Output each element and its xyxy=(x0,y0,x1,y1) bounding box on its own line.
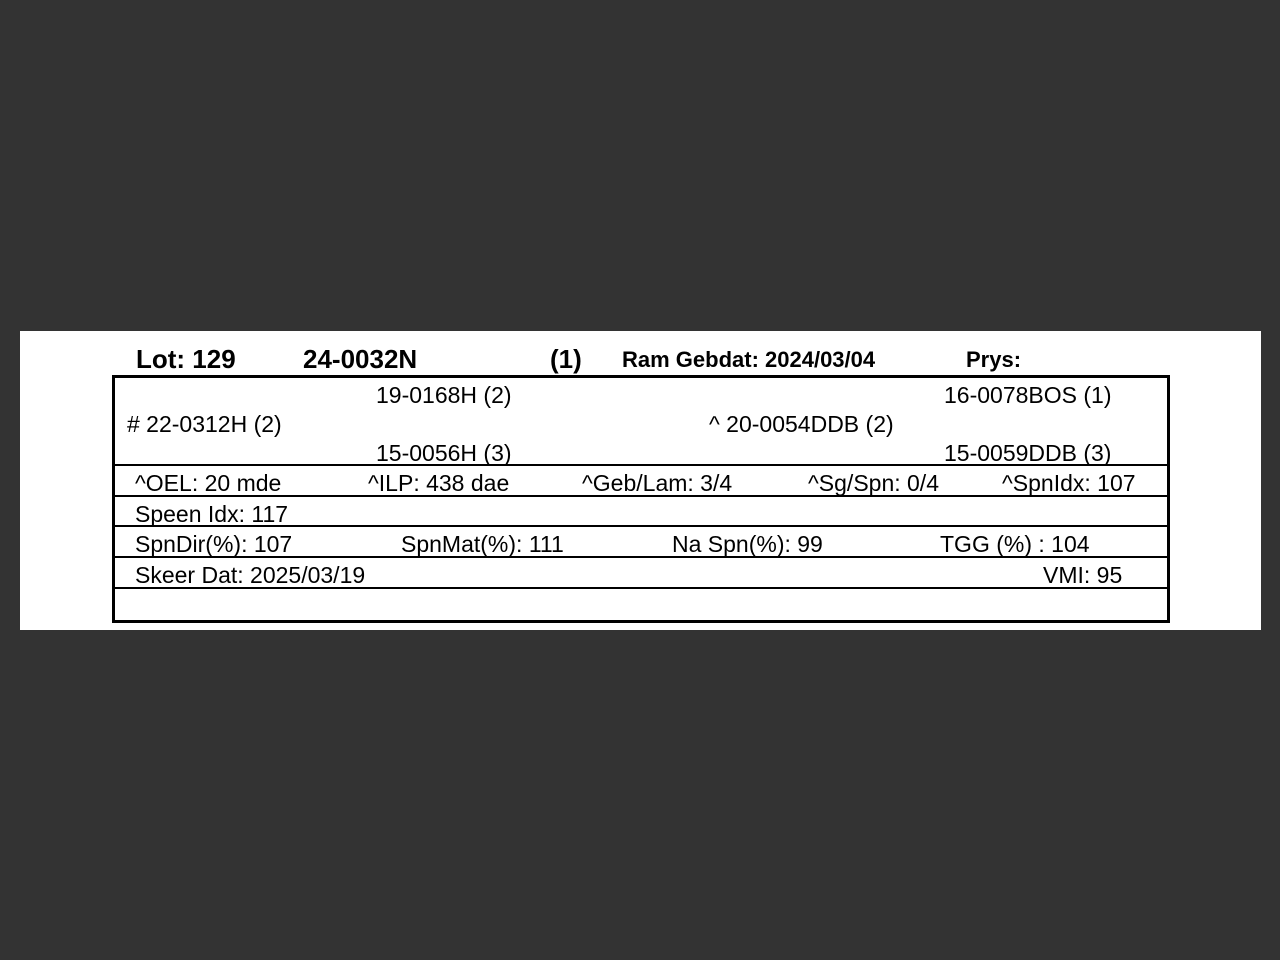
row-divider xyxy=(115,525,1167,527)
dam-sire: 16-0078BOS (1) xyxy=(944,382,1112,408)
tgg-value: TGG (%) : 104 xyxy=(940,531,1090,557)
pedigree-table xyxy=(112,375,1170,623)
sire: # 22-0312H (2) xyxy=(127,411,282,437)
row-divider xyxy=(115,587,1167,589)
sire-dam: 15-0056H (3) xyxy=(376,440,512,466)
ilp-value: ^ILP: 438 dae xyxy=(368,470,510,496)
sg-spn-value: ^Sg/Spn: 0/4 xyxy=(808,470,939,496)
row-divider xyxy=(115,464,1167,466)
vmi-value: VMI: 95 xyxy=(1043,562,1123,588)
row-divider xyxy=(115,556,1167,558)
na-spn-value: Na Spn(%): 99 xyxy=(672,531,823,557)
row-divider xyxy=(115,495,1167,497)
birth-date: Ram Gebdat: 2024/03/04 xyxy=(622,347,876,372)
animal-count: (1) xyxy=(550,344,582,374)
lot-number: Lot: 129 xyxy=(136,344,236,374)
oel-value: ^OEL: 20 mde xyxy=(135,470,282,496)
skeer-date: Skeer Dat: 2025/03/19 xyxy=(135,562,366,588)
spnidx-value: ^SpnIdx: 107 xyxy=(1002,470,1136,496)
geb-lam-value: ^Geb/Lam: 3/4 xyxy=(582,470,733,496)
speen-idx: Speen Idx: 117 xyxy=(135,501,289,527)
spndir-value: SpnDir(%): 107 xyxy=(135,531,293,557)
spnmat-value: SpnMat(%): 111 xyxy=(401,531,564,557)
price-label: Prys: xyxy=(966,347,1022,372)
lot-card xyxy=(20,331,1261,630)
sire-sire: 19-0168H (2) xyxy=(376,382,512,408)
dam: ^ 20-0054DDB (2) xyxy=(709,411,894,437)
dam-dam: 15-0059DDB (3) xyxy=(944,440,1112,466)
animal-id: 24-0032N xyxy=(303,344,418,374)
